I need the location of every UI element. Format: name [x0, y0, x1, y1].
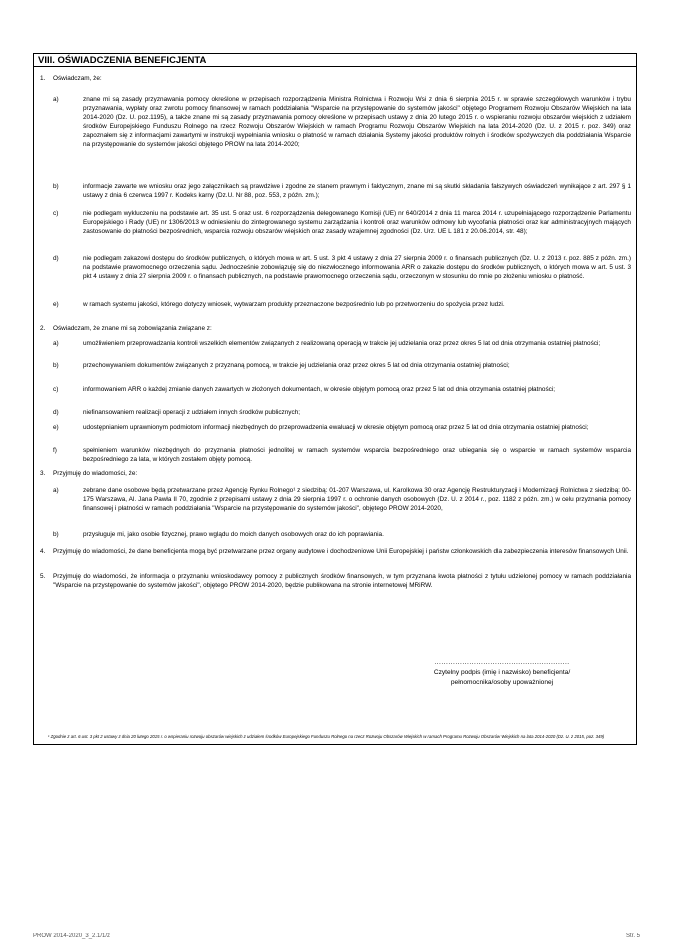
- item-letter: f): [53, 447, 57, 454]
- item-text: Oświadczam, że znane mi są zobowiązania związane z:: [53, 325, 212, 332]
- item-text: przechowywaniem dokumentów związanych z przyznaną pomocą, w trakcie jej udzielania oraz przez okres 5 lat od dnia otrzymania ostatniej płatności;: [83, 362, 510, 369]
- page-number: Str. 5: [625, 933, 640, 939]
- item-letter: b): [53, 183, 59, 190]
- item-text: umożliwieniem przeprowadzania kontroli wszelkich elementów związanych z realizowaną operacją w trakcie jej udzielania oraz przez okres 5 lat od dnia otrzymania ostatniej płatności;: [83, 340, 601, 347]
- item-text: Przyjmuję do wiadomości, że informacja o przyznaniu wnioskodawcy pomocy z publicznych środków finansowych, w tym przyznana kwota płatności z tytułu udzielonej pomocy w ramach poddziałania "Wsparcie na przystępowanie do systemów jakości", objętego PROW 2014-2020, będzie publikowana na stronie internetowej MRiRW.: [53, 573, 631, 590]
- item-number: 4.: [40, 548, 46, 555]
- footnote: ¹ Zgodnie z art. 6 ust. 3 pkt 2 ustawy z dnia 20 lutego 2015 r. o wspieraniu rozwoju obszarów wiejskich z udziałem środków Europejskiego Funduszu Rolnego na rzecz Rozwoju Obszarów Wiejskich w ramach Programu Rozwoju Obszarów Wiejskich na lata 2014-2020 (Dz. U. z 2015, poz. 349): [48, 734, 605, 739]
- signature-block: [392, 658, 612, 688]
- item-letter: d): [53, 255, 59, 262]
- item-text: Przyjmuję do wiadomości, że dane beneficjenta mogą być przetwarzane przez organy audytowe i dochodzeniowe Unii Europejskiej i państw członkowskich dla zabezpieczenia interesów finansowych Unii.: [53, 548, 629, 555]
- signature-line: ..........................................................: [434, 659, 570, 666]
- item-number: 2.: [40, 325, 46, 332]
- item-text: niefinansowaniem realizacji operacji z udziałem innych środków publicznych;: [83, 409, 301, 416]
- signature-caption-1: Czytelny podpis (imię i nazwisko) beneficjenta/: [433, 669, 571, 676]
- declarations-section: [33, 53, 637, 745]
- signature-caption-2: pełnomocnika/osoby upoważnionej: [450, 679, 554, 686]
- item-letter: e): [53, 424, 59, 431]
- item-text: informacje zawarte we wniosku oraz jego załącznikach są prawdziwe i zgodne ze stanem prawnym i faktycznym, znane mi są skutki składania fałszywych oświadczeń wynikające z art. 297 § 1 ustawy z dnia 6 czerwca 1997 r. Kodeks karny (Dz.U. Nr 88, poz. 553, z późn. zm.);: [83, 183, 631, 200]
- section-header: [34, 54, 636, 67]
- item-text: zebrane dane osobowe będą przetwarzane przez Agencję Rynku Rolnego¹ z siedzibą: 01-207 Warszawa, ul. Karolkowa 30 oraz Agencję Restrukturyzacji i Modernizacji Rolnictwa z siedzibą: 00-175 Warszawa, Al. Jana Pawła II 70, zgodnie z przepisami ustawy z dnia 29 sierpnia 1997 r. o ochronie danych osobowych (Dz. U. z 2014 r., poz. 1182 z późn. zm.) w celu przyznania pomocy finansowej i płatności w ramach poddziałania "Wsparcie na przystępowanie do systemów jakości", objętego PROW 2014-2020,: [83, 487, 631, 513]
- item-text: udostępnianiem uprawnionym podmiotom informacji niezbędnych do przeprowadzenia ewaluacji w okresie objętym pomocą oraz przez 5 lat od dnia otrzymania ostatniej płatności;: [83, 424, 589, 431]
- item-text: znane mi są zasady przyznawania pomocy określone w przepisach rozporządzenia Ministra Rolnictwa i Rozwoju Wsi z dnia 6 sierpnia 2015 r. w sprawie szczegółowych warunków i trybu przyznawania, wypłaty oraz zwrotu pomocy finansowej w ramach poddziałania "Wsparcie na przystępowanie do systemów jakości" objętego Programem Rozwoju Obszarów Wiejskich na lata 2014-2020 (Dz. U. poz.1195), a także znane mi są zasady przyznawania pomocy określone w przepisach ustawy z dnia 20 lutego 2015 r. o wspieraniu rozwoju obszarów wiejskich z udziałem środków Europejskiego Funduszu Rolnego na rzecz Rozwoju Obszarów Wiejskich w ramach Programu Rozwoju Obszarów Wiejskich na lata 2014-2020 (Dz. U. z 2015 r. poz. 349) oraz zapoznałem się z informacjami zawartymi w instrukcji wypełniania wniosku o płatność w ramach działania Systemy jakości produktów rolnych i środków spożywczych dla poddziałania Wsparcie na przystępowanie do systemów jakości objętego PROW na lata 2014-2020;: [83, 96, 631, 149]
- item-number: 1.: [40, 75, 46, 82]
- item-text: w ramach systemu jakości, którego dotyczy wniosek, wytwarzam produkty przeznaczone bezpośrednio lub po przetworzeniu do spożycia przez ludzi.: [83, 301, 505, 308]
- form-code: PROW 2014-2020_3_2.1/1/z: [33, 933, 111, 939]
- item-number: 5.: [40, 573, 46, 580]
- item-text: Przyjmuję do wiadomości, że:: [53, 470, 138, 477]
- item-text: przysługuje mi, jako osobie fizycznej, prawo wglądu do moich danych osobowych oraz do ich poprawiania.: [83, 531, 384, 538]
- item-letter: b): [53, 362, 59, 369]
- item-letter: c): [53, 386, 59, 393]
- item-letter: e): [53, 301, 59, 308]
- section-title: VIII. OŚWIADCZENIA BENEFICJENTA: [38, 55, 207, 66]
- item-text: nie podlegam wykluczeniu na podstawie art. 35 ust. 5 oraz ust. 6 rozporządzenia delegowanego Komisji (UE) nr 640/2014 z dnia 11 marca 2014 r. uzupełniającego rozporządzenie Parlamentu Europejskiego i Rady (UE) nr 1306/2013 w odniesieniu do zintegrowanego systemu zarządzania i kontroli oraz warunków odmowy lub wycofania płatności oraz kar administracyjnych mających zastosowanie do płatności bezpośrednich, wsparcia rozwoju obszarów wiejskich oraz zasady wzajemnej zgodności (Dz. Urz. UE L 181 z 20.06.2014, str. 48);: [83, 210, 631, 236]
- item-letter: c): [53, 210, 59, 217]
- item-number: 3.: [40, 470, 46, 477]
- item-letter: b): [53, 531, 59, 538]
- item-text: nie podlegam zakazowi dostępu do środków publicznych, o których mowa w art. 5 ust. 3 pkt 4 ustawy z dnia 27 sierpnia 2009 r. o finansach publicznych (Dz. U. z 2013 r. poz. 885 z późn. zm.) na podstawie prawomocnego orzeczenia sądu. Jednocześnie zobowiązuję się do niezwłocznego informowania ARR o zakazie dostępu do środków publicznych, o których mowa w art. 5 ust. 3 pkt 4 ustawy z dnia 27 sierpnia 2009 r. o finansach publicznych, na podstawie prawomocnego orzeczenia sądu, orzeczonym w stosunku do mnie po złożeniu wniosku o płatność.: [83, 255, 631, 281]
- item-letter: a): [53, 340, 59, 347]
- item-letter: a): [53, 487, 59, 494]
- item-text: Oświadczam, że:: [53, 75, 102, 82]
- item-letter: a): [53, 96, 59, 103]
- item-letter: d): [53, 409, 59, 416]
- item-text: spełnieniem warunków niezbędnych do przyznania płatności jednolitej w ramach systemów wsparcia bezpośredniego oraz ubiegania się o wsparcie w ramach systemów wsparcia bezpośredniego za lata, w których zostałem objęty pomocą.: [83, 447, 631, 464]
- item-text: informowaniem ARR o każdej zmianie danych zawartych w złożonych dokumentach, w okresie objętym pomocą oraz przez 5 lat od dnia otrzymania ostatniej płatności;: [83, 386, 556, 393]
